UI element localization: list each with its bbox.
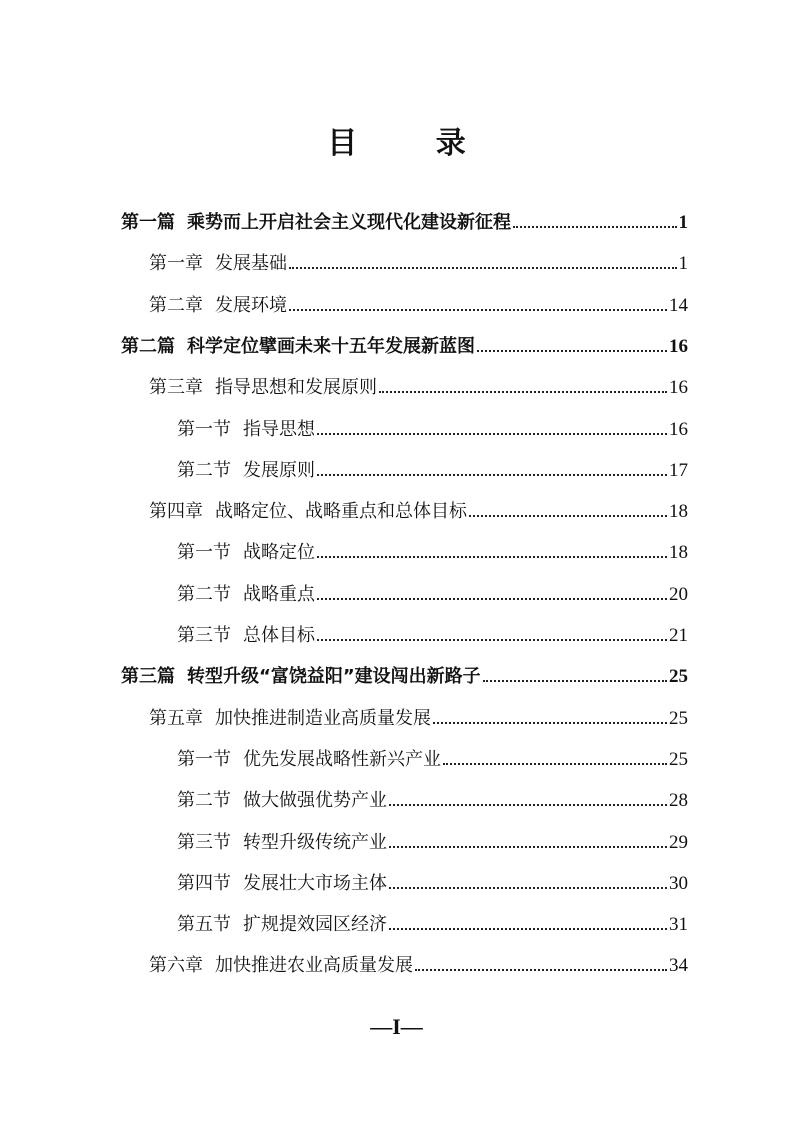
toc-entry-label: 指导思想和发展原则	[215, 377, 377, 399]
toc-entry-number: 第一章	[149, 253, 203, 274]
toc-entry-number: 第六章	[149, 955, 203, 976]
toc-entry-label: 加快推进农业高质量发展	[215, 955, 413, 977]
toc-entry-number: 第五章	[149, 707, 203, 728]
toc-entry[interactable]	[177, 786, 688, 812]
toc-entry-page: 16	[669, 377, 688, 399]
dot-leader	[317, 474, 667, 476]
toc-entry-label: 战略定位、战略重点和总体目标	[215, 501, 467, 523]
toc-entry-label: 总体目标	[243, 625, 315, 646]
toc-entry[interactable]	[149, 951, 688, 977]
toc-entry-page: 29	[669, 831, 688, 853]
toc-entry-label: 扩规提效园区经济	[243, 914, 387, 936]
toc-entry-label: 发展壮大市场主体	[243, 872, 387, 894]
dot-leader	[317, 598, 667, 600]
toc-entry-number: 第一篇	[121, 212, 175, 232]
toc-entry[interactable]	[177, 456, 688, 482]
toc-entry-number: 第四节	[177, 872, 231, 893]
dot-leader	[483, 680, 667, 682]
toc-entry-number: 第二节	[177, 583, 231, 604]
dot-leader	[317, 639, 667, 641]
toc-entry[interactable]	[177, 415, 688, 441]
toc-entry-number: 第二篇	[121, 335, 175, 356]
toc-entry[interactable]	[121, 332, 688, 358]
toc-entry-label: 战略重点	[243, 583, 315, 605]
dot-leader	[289, 267, 677, 269]
page-title: 目 录	[327, 126, 500, 161]
toc-entry-page: 31	[669, 914, 688, 936]
toc-entry-page: 1	[678, 253, 688, 275]
toc-entry-number: 第三章	[149, 377, 203, 398]
toc-entry-page: 25	[669, 666, 688, 688]
toc-entry-number: 第三篇	[121, 666, 175, 687]
toc-entry-page: 16	[669, 335, 688, 357]
toc-entry-number: 第四章	[149, 501, 203, 522]
toc-entry-label: 转型升级传统产业	[243, 831, 387, 853]
toc-entry-number: 第一节	[177, 542, 231, 563]
page-number: —I—	[370, 1014, 423, 1039]
toc-entry[interactable]	[177, 910, 688, 936]
dot-leader	[415, 969, 667, 971]
toc-entry-label: 科学定位擘画未来十五年发展新蓝图	[187, 335, 475, 357]
toc-entry[interactable]	[149, 497, 688, 523]
toc-entry-label: 发展基础	[215, 253, 287, 275]
toc-entry-number: 第五节	[177, 914, 231, 935]
dot-leader	[289, 309, 667, 311]
toc-entry[interactable]	[121, 662, 688, 688]
toc-entry[interactable]	[149, 249, 688, 275]
dot-leader	[389, 887, 667, 889]
toc-entry-page: 28	[669, 790, 688, 812]
toc-entry-label: 转型升级“富饶益阳”建设闯出新路子	[187, 666, 481, 688]
toc-entry-number: 第二节	[177, 790, 231, 811]
toc-entry-page: 16	[669, 418, 688, 440]
dot-leader	[513, 226, 677, 228]
toc-entry-label: 乘势而上开启社会主义现代化建设新征程	[187, 212, 511, 233]
dot-leader	[317, 556, 667, 558]
toc-entry-number: 第二节	[177, 459, 231, 480]
toc-entry-label: 做大做强优势产业	[243, 790, 387, 812]
dot-leader	[469, 515, 667, 517]
toc-entry-page: 14	[669, 294, 688, 316]
toc-entry-page: 25	[669, 748, 688, 770]
toc-entry-page: 25	[669, 707, 688, 729]
toc-entry-label: 加快推进制造业高质量发展	[215, 707, 431, 729]
toc-entry-page: 30	[669, 872, 688, 894]
toc-entry-page: 18	[669, 542, 688, 564]
toc-entry-label: 战略定位	[243, 542, 315, 564]
toc-entry-label: 发展环境	[215, 294, 287, 316]
dot-leader	[443, 763, 667, 765]
toc-entry-label: 指导思想	[243, 418, 315, 440]
dot-leader	[433, 722, 667, 724]
toc-entry[interactable]	[177, 580, 688, 606]
toc-entry-number: 第二章	[149, 294, 203, 315]
toc-entry[interactable]	[177, 745, 688, 771]
toc-entry[interactable]	[149, 704, 688, 730]
toc-entry-page: 34	[669, 955, 688, 977]
toc-entry-number: 第一节	[177, 418, 231, 439]
toc-entry-label: 优先发展战略性新兴产业	[243, 748, 441, 770]
toc-entry-number: 第三节	[177, 625, 231, 645]
toc-entry[interactable]	[177, 538, 688, 564]
toc-entry[interactable]	[177, 869, 688, 895]
toc-entry-page: 1	[678, 212, 688, 233]
toc-entry[interactable]	[177, 828, 688, 854]
dot-leader	[379, 391, 667, 393]
dot-leader	[389, 846, 667, 848]
toc-entry[interactable]	[149, 291, 688, 317]
toc-entry[interactable]	[177, 621, 688, 647]
toc-entry[interactable]	[149, 373, 688, 399]
dot-leader	[389, 928, 667, 930]
toc-entry-page: 20	[669, 583, 688, 605]
toc-entry-page: 18	[669, 501, 688, 523]
toc-entry-label: 发展原则	[243, 459, 315, 481]
dot-leader	[389, 804, 667, 806]
toc-entry-page: 21	[669, 625, 688, 646]
toc-entry-page: 17	[669, 459, 688, 481]
toc-entry[interactable]	[121, 208, 688, 234]
toc-entry-number: 第三节	[177, 831, 231, 852]
dot-leader	[477, 350, 667, 352]
dot-leader	[317, 433, 667, 435]
toc-entry-number: 第一节	[177, 748, 231, 769]
